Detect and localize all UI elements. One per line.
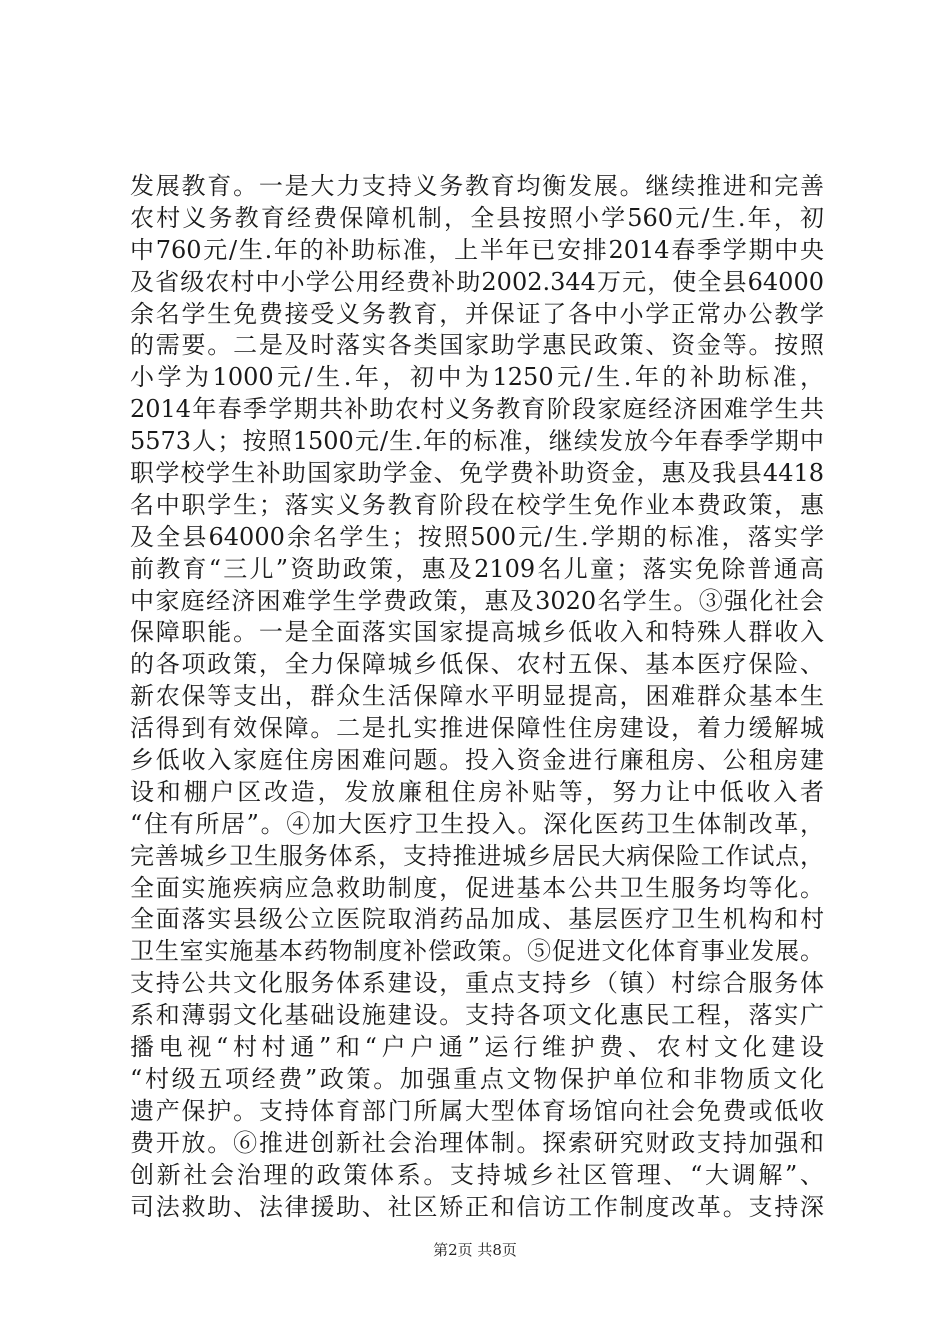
text-line: 全面实施疾病应急救助制度，促进基本公共卫生服务均等化。 — [130, 873, 824, 902]
text-line: 新农保等支出，群众生活保障水平明显提高，困难群众基本生 — [130, 682, 824, 711]
text-line: 余名学生免费接受义务教育，并保证了各中小学正常办公教学 — [130, 299, 824, 328]
text-line: 卫生室实施基本药物制度补偿政策。⑤促进文化体育事业发展。 — [130, 937, 824, 966]
page-footer: 第2页 共8页 — [433, 1241, 517, 1259]
text-line: 发展教育。一是大力支持义务教育均衡发展。继续推进和完善 — [130, 172, 824, 200]
text-line: 完善城乡卫生服务体系，支持推进城乡居民大病保险工作试点， — [130, 841, 824, 870]
text-line: 司法救助、法律援助、社区矫正和信访工作制度改革。支持深 — [130, 1192, 824, 1221]
text-line: 系和薄弱文化基础设施建设。支持各项文化惠民工程，落实广 — [130, 1001, 824, 1030]
text-line: 全面落实县级公立医院取消药品加成、基层医疗卫生机构和村 — [130, 905, 824, 934]
text-line: 中家庭经济困难学生学费政策，惠及3020名学生。③强化社会 — [130, 586, 824, 615]
text-line: 农村义务教育经费保障机制，全县按照小学560元/生.年，初 — [130, 203, 824, 232]
text-line: 保障职能。一是全面落实国家提高城乡低收入和特殊人群收入 — [130, 618, 824, 647]
text-line: 及省级农村中小学公用经费补助2002.344万元，使全县64000 — [130, 267, 824, 296]
text-line: 的需要。二是及时落实各类国家助学惠民政策、资金等。按照 — [130, 331, 824, 360]
text-line: 的各项政策，全力保障城乡低保、农村五保、基本医疗保险、 — [130, 650, 824, 679]
text-line: 乡低收入家庭住房困难问题。投入资金进行廉租房、公租房建 — [130, 746, 824, 775]
text-line: 职学校学生补助国家助学金、免学费补助资金，惠及我县4418 — [130, 459, 824, 488]
text-line: 活得到有效保障。二是扎实推进保障性住房建设，着力缓解城 — [130, 714, 824, 743]
text-line: 名中职学生；落实义务教育阶段在校学生免作业本费政策，惠 — [130, 490, 824, 519]
text-line: “村级五项经费”政策。加强重点文物保护单位和非物质文化 — [130, 1064, 824, 1093]
text-line: 遗产保护。支持体育部门所属大型体育场馆向社会免费或低收 — [130, 1096, 824, 1125]
text-line: 前教育“三儿”资助政策，惠及2109名儿童；落实免除普通高 — [130, 554, 824, 583]
text-line: 小学为1000元/生.年，初中为1250元/生.年的补助标准， — [130, 363, 824, 392]
text-line: 费开放。⑥推进创新社会治理体制。探索研究财政支持加强和 — [130, 1128, 824, 1157]
text-line: 支持公共文化服务体系建设，重点支持乡（镇）村综合服务体 — [130, 969, 824, 998]
text-line: 设和棚户区改造，发放廉租住房补贴等，努力让中低收入者 — [130, 777, 824, 806]
text-line: 播电视“村村通”和“户户通”运行维护费、农村文化建设 — [130, 1033, 824, 1062]
text-line: 中760元/生.年的补助标准，上半年已安排2014春季学期中央 — [130, 235, 824, 264]
text-line: 及全县64000余名学生；按照500元/生.学期的标准，落实学 — [130, 522, 824, 551]
text-line: 2014年春季学期共补助农村义务教育阶段家庭经济困难学生共 — [130, 395, 824, 424]
text-line: 5573人；按照1500元/生.年的标准，继续发放今年春季学期中 — [130, 427, 824, 456]
body-text — [130, 171, 824, 1223]
text-line: “住有所居”。④加大医疗卫生投入。深化医药卫生体制改革， — [130, 809, 824, 838]
text-line: 创新社会治理的政策体系。支持城乡社区管理、“大调解”、 — [130, 1160, 824, 1189]
